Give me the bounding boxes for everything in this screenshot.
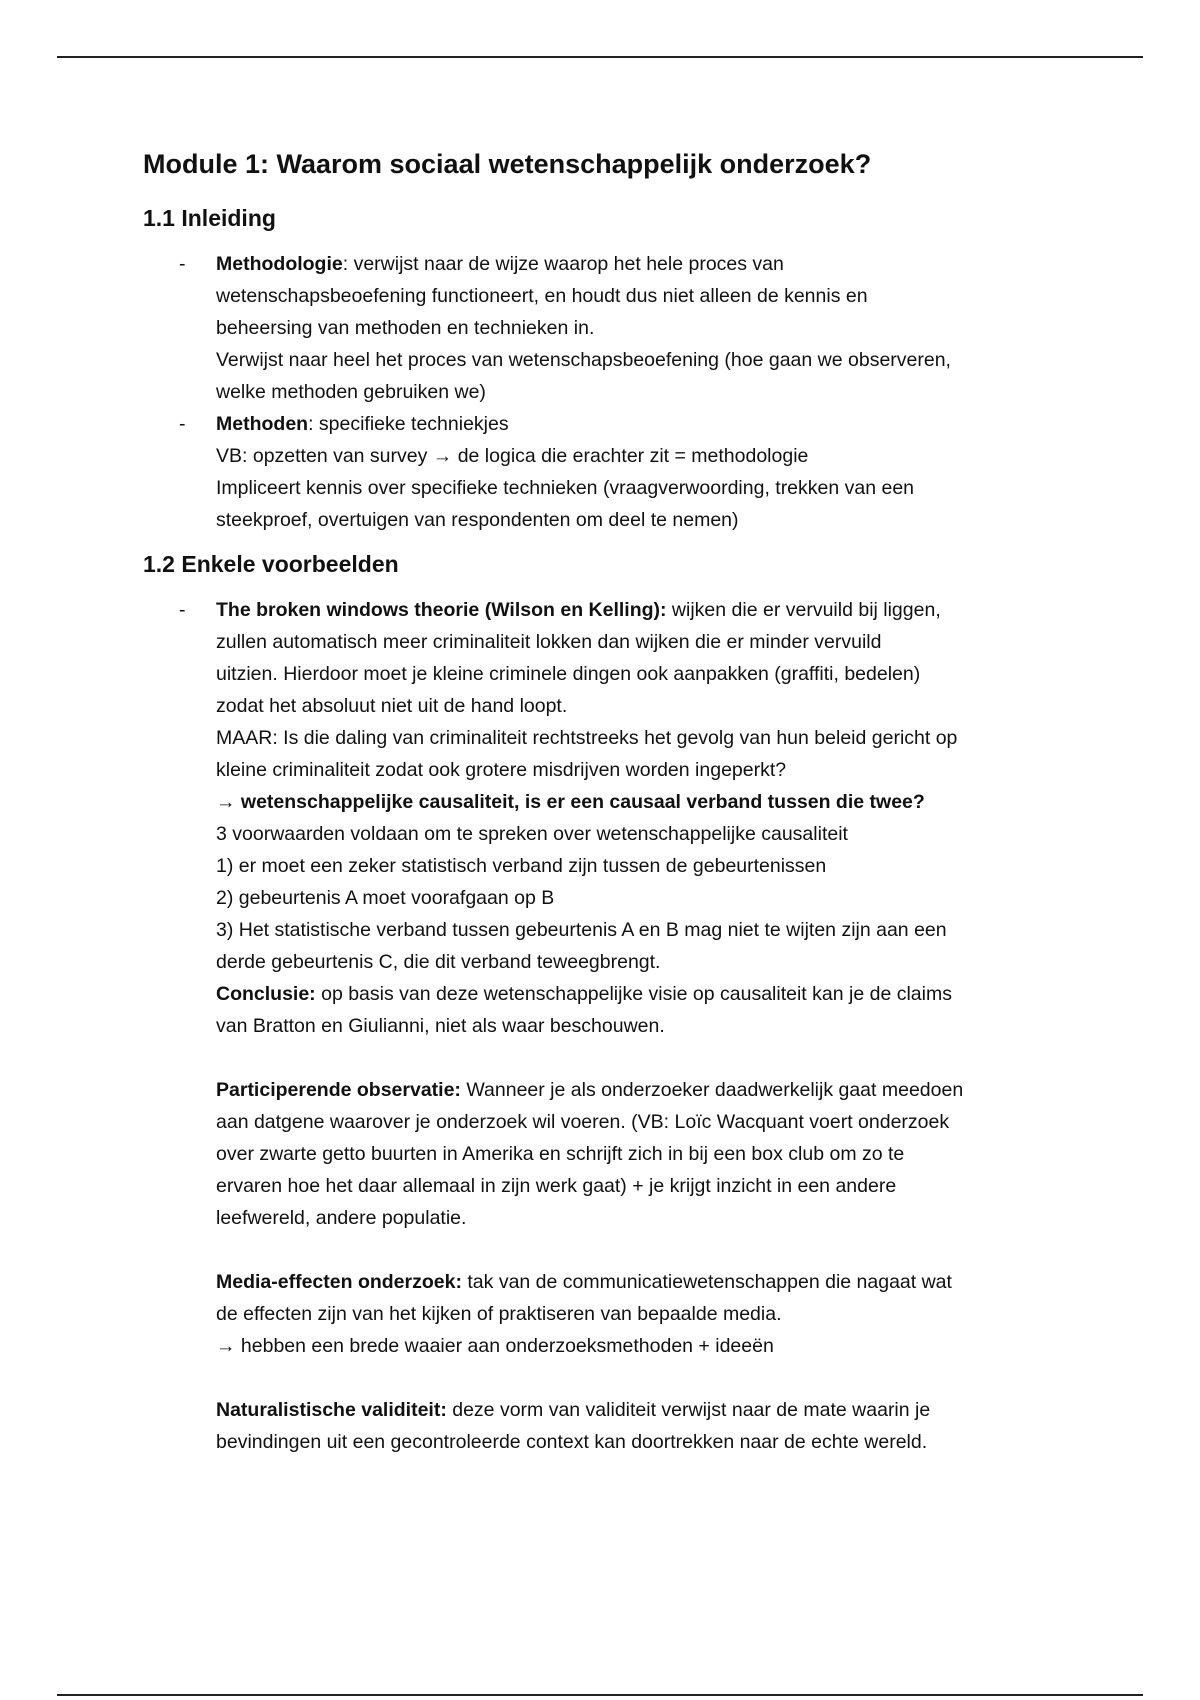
paragraph-media-effecten: Media-effecten onderzoek: tak van de communicatiewetenschappen die nagaat wat [216,1271,952,1293]
term-naturalistische-validiteit: Naturalistische validiteit: [216,1399,447,1421]
term-methodologie: Methodologie [216,253,343,275]
term-methoden: Methoden [216,413,309,435]
bullet-dash: - [179,253,186,275]
term-broken-windows: The broken windows theorie (Wilson en Kelling): [216,599,667,621]
page-title: Module 1: Waarom sociaal wetenschappelijk onderzoek? [143,149,872,179]
footer-rule [57,1694,1143,1696]
term-media-effecten: Media-effecten onderzoek: [216,1271,462,1293]
bullet-dash: - [179,599,186,621]
section-heading-voorbeelden: 1.2 Enkele voorbeelden [143,551,399,577]
list-item-methoden: - Methoden: specifieke techniekjes VB: opzetten van survey → de logica die erachter zit = methodologie Impliceert kennis over specifieke technieken (vraagverwoording, trekken van een steekproef, overtuigen van respondenten om deel te nemen) [143,408,1063,536]
term-conclusie: Conclusie: [216,983,316,1005]
causality-question: → wetenschappelijke causaliteit, is er een causaal verband tussen die twee? [216,791,925,813]
header-rule [57,56,1143,58]
bullet-dash: - [179,413,186,435]
term-participerende-observatie: Participerende observatie: [216,1079,461,1101]
list-item-methodologie: - Methodologie: verwijst naar de wijze waarop het hele proces van wetenschapsbeoefening functioneert, en houdt dus niet alleen de kennis en beheersing van methoden en technieken in. Verwijst naar heel het proces van wetenschapsbeoefening (hoe gaan we observeren, welke methoden gebruiken we) [143,248,1063,408]
section-heading-inleiding: 1.1 Inleiding [143,205,276,231]
list-item-broken-windows: - The broken windows theorie (Wilson en Kelling): wijken die er vervuild bij liggen, zullen automatisch meer criminaliteit lokken dan wijken die er minder vervuild uitzien. Hierdoor moet je kleine criminele dingen ook aanpakken (graffiti, bedelen) zodat het absoluut niet uit de hand loopt. MAAR: Is die daling van criminaliteit rechtstreeks het gevolg van hun beleid gericht op kleine criminaliteit zodat ook grotere misdrijven worden ingeperkt? → wetenschappelijke causaliteit, is er een causaal verband tussen die twee? 3 voorwaarden voldaan om te spreken over wetenschappelijke causaliteit 1) er moet een zeker statistisch verband zijn tussen de gebeurtenissen 2) gebeurtenis A moet voorafgaan op B 3) Het statistische verband tussen gebeurtenis A en B mag niet te wijten zijn aan een derde gebeurtenis C, die dit verband teweegbrengt. Conclusie: op basis van deze wetenschappelijke visie op causaliteit kan je de claims van Bratton en Giulianni, niet als waar beschouwen. Participerende observatie: Wanneer je als onderzoeker daadwerkelijk gaat meedoen aan datgene waarover je onderzoek wil voeren. (VB: Loïc Wacquant voert onderzoek over zwarte getto buurten in Amerika en schrijft zich in bij een box club om zo te ervaren hoe het daar allemaal in zijn werk gaat) + je krijgt inzicht in een andere leefwereld, andere populatie. Media-effecten onderzoek: tak van de communicatiewetenschappen die nagaat wat de effecten zijn van het kijken of praktiseren van bepaalde media. → hebben een brede waaier aan onderzoeksmethoden + ideeën Naturalistische validiteit: deze vorm van validiteit verwijst naar de mate waarin je bevindingen uit een gecontroleerde context kan doortrekken naar de echte wereld. [143,594,1063,1458]
paragraph-participerende-observatie: Participerende observatie: Wanneer je als onderzoeker daadwerkelijk gaat meedoen [216,1079,964,1101]
document-body [143,146,1063,1458]
paragraph-naturalistische-validiteit: Naturalistische validiteit: deze vorm van validiteit verwijst naar de mate waarin je [216,1399,931,1421]
